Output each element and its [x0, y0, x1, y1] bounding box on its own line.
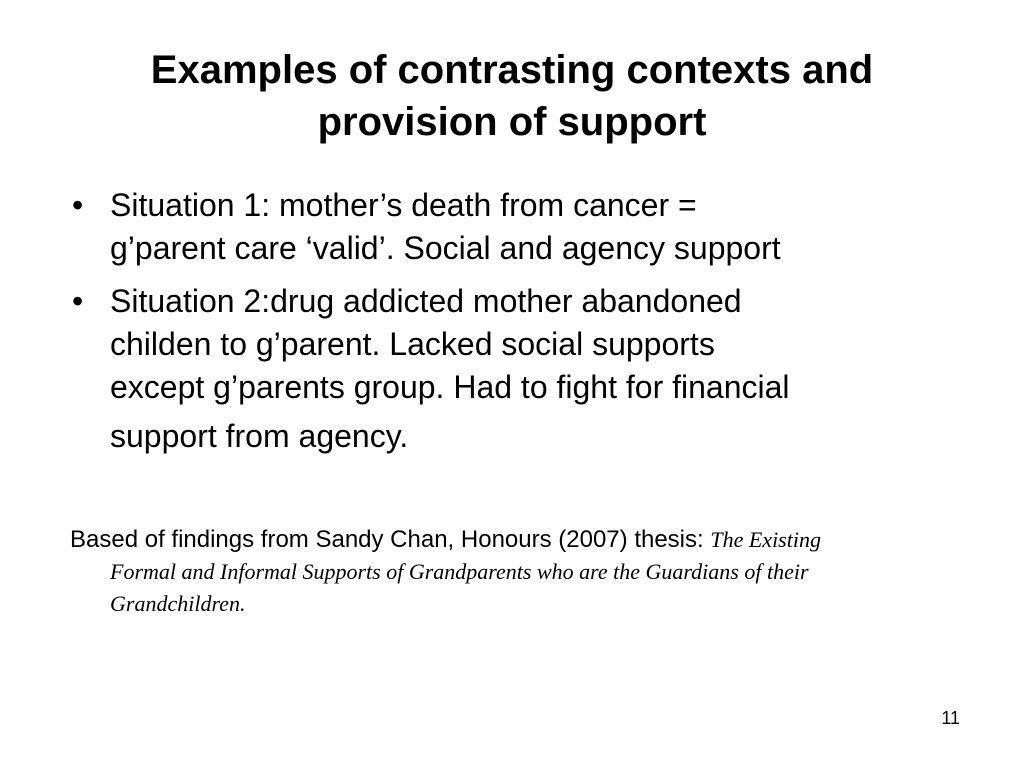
citation-line-1: [70, 524, 970, 556]
bullet-2-line-3: except g’parents group. Had to fight for financial: [110, 369, 790, 405]
citation-thesis-title-start: The Existing: [710, 527, 821, 552]
bullet-marker: •: [72, 283, 84, 319]
slide-title-line-2: provision of support: [317, 100, 707, 144]
citation-line-3: Grandchildren.: [110, 591, 246, 616]
citation-line-2: Formal and Informal Supports of Grandparents who are the Guardians of their: [110, 559, 809, 584]
bullet-1-line-2: g’parent care ‘valid’. Social and agency support: [110, 230, 781, 266]
bullet-marker: •: [72, 187, 84, 223]
bullet-2-line-1: Situation 2:drug addicted mother abandoned: [110, 283, 742, 319]
page-number: 11: [941, 708, 960, 728]
bullet-1-line-1: Situation 1: mother’s death from cancer =: [110, 187, 697, 223]
bullet-item-situation-1: [72, 184, 972, 270]
slide-title-line-1: Examples of contrasting contexts and: [150, 48, 874, 92]
bullet-2-line-2: childen to g’parent. Lacked social supports: [110, 326, 715, 362]
bullet-2-line-4: support from agency.: [110, 418, 409, 454]
citation: [70, 524, 970, 620]
citation-prefix: Based of findings from Sandy Chan, Honours (2007) thesis:: [70, 526, 711, 553]
bullet-item-situation-2: [72, 280, 972, 458]
bullet-list: [72, 184, 972, 468]
slide-title: [60, 44, 964, 148]
